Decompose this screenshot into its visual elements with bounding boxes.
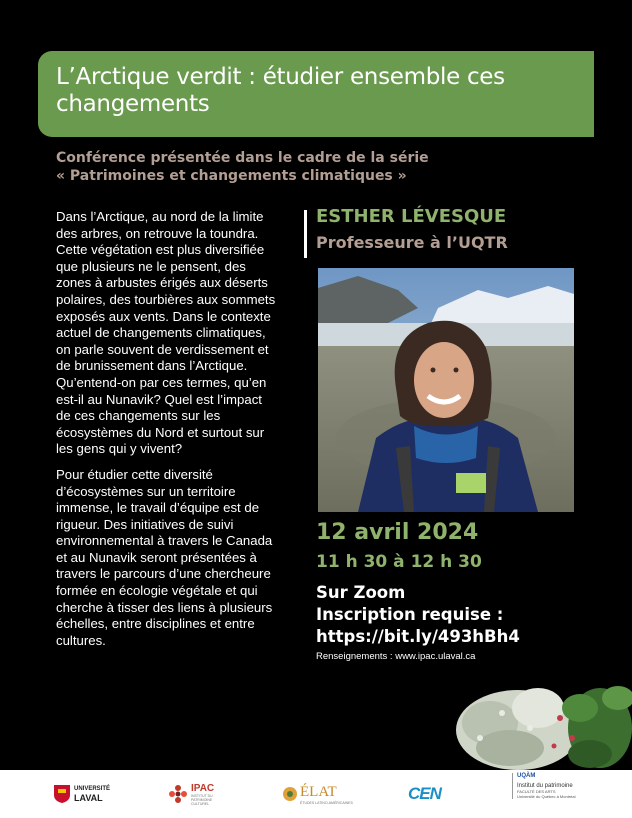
ipac-flower-icon: [168, 784, 188, 804]
speaker-role: Professeure à l’UQTR: [316, 233, 508, 252]
elat-logo: [282, 770, 353, 818]
speaker-name: ESTHER LÉVESQUE: [316, 206, 507, 227]
cen-logo: [408, 770, 441, 818]
description-paragraph-2: Pour étudier cette diversité d’écosystèmes sur un territoire immense, le travail d’équipe est de rigueur. Des initiatives de suivi environnemental à travers le Canada et au Nunavik seront présentées à travers le parcours d’une chercheure formée en écologie végétale et qui cherche à tisser des liens à plusieurs échelles, entre disciplines et entre cultures.: [56, 466, 273, 648]
event-date: 12 avril 2024: [316, 520, 479, 545]
ipac-subtitle: INSTITUT DU PATRIMOINE CULTUREL: [191, 793, 213, 806]
cen-name: CEN: [408, 784, 441, 803]
elat-circle-icon: [282, 786, 298, 802]
ipac-logo: [168, 770, 231, 818]
event-access: [316, 582, 520, 648]
laval-line-1: UNIVERSITÉ: [74, 785, 111, 792]
elat-name: ÉLAT: [300, 783, 337, 800]
lichen-decoration: [440, 668, 632, 770]
uqam-line-2: FACULTÉ DES ARTS: [517, 789, 556, 794]
event-location: Sur Zoom: [316, 583, 406, 602]
elat-subtitle: ÉTUDES LATINO-AMÉRICAINES: [300, 800, 353, 805]
uqam-line-1: Institut du patrimoine: [517, 783, 573, 789]
description-paragraph-1: Dans l’Arctique, au nord de la limite des arbres, on retrouve la toundra. Cette végétation est plus diversifiée que plusieurs ne le pensent, des zones à arbustes érigés aux déserts polaires, des tourbières aux sommets exposés aux vents. Dans le contexte actuel de changements climatiques, on parle souvent de verdissement et de brunissement dans l’Arctique. Qu’entend-on par ces termes, qu’en est-il au Nunavik? Quel est l’impact de ces changements sur les écosystèmes du Nord et surtout sur les gens qui y vivent?: [56, 209, 276, 457]
laval-logo: [54, 770, 110, 818]
ipac-name: IPAC: [191, 782, 215, 794]
title-banner: [38, 51, 594, 137]
partner-logos: [0, 770, 632, 818]
uqam-logo: [512, 770, 575, 818]
uqam-line-3: Université du Québec à Montréal: [517, 794, 576, 799]
speaker-photo-illustration: [318, 268, 574, 512]
speaker-photo: [318, 268, 574, 512]
laval-shield-icon: [54, 785, 70, 803]
event-time: 11 h 30 à 12 h 30: [316, 552, 482, 572]
page-title: L’Arctique verdit : étudier ensemble ces changements: [56, 64, 505, 117]
description: [56, 209, 278, 649]
series-subtitle: [56, 149, 576, 185]
uqam-name: UQÀM: [517, 773, 536, 779]
laval-line-2: LAVAL: [74, 792, 103, 803]
uqam-block: [512, 773, 575, 799]
subtitle-line-2: « Patrimoines et changements climatiques »: [56, 168, 407, 184]
registration-link[interactable]: https://bit.ly/493hBh4: [316, 627, 520, 646]
speaker-divider: [304, 210, 307, 258]
subtitle-line-1: Conférence présentée dans le cadre de la série: [56, 150, 429, 166]
registration-label: Inscription requise :: [316, 605, 504, 624]
contact-info: Renseignements : www.ipac.ulaval.ca: [316, 651, 476, 662]
